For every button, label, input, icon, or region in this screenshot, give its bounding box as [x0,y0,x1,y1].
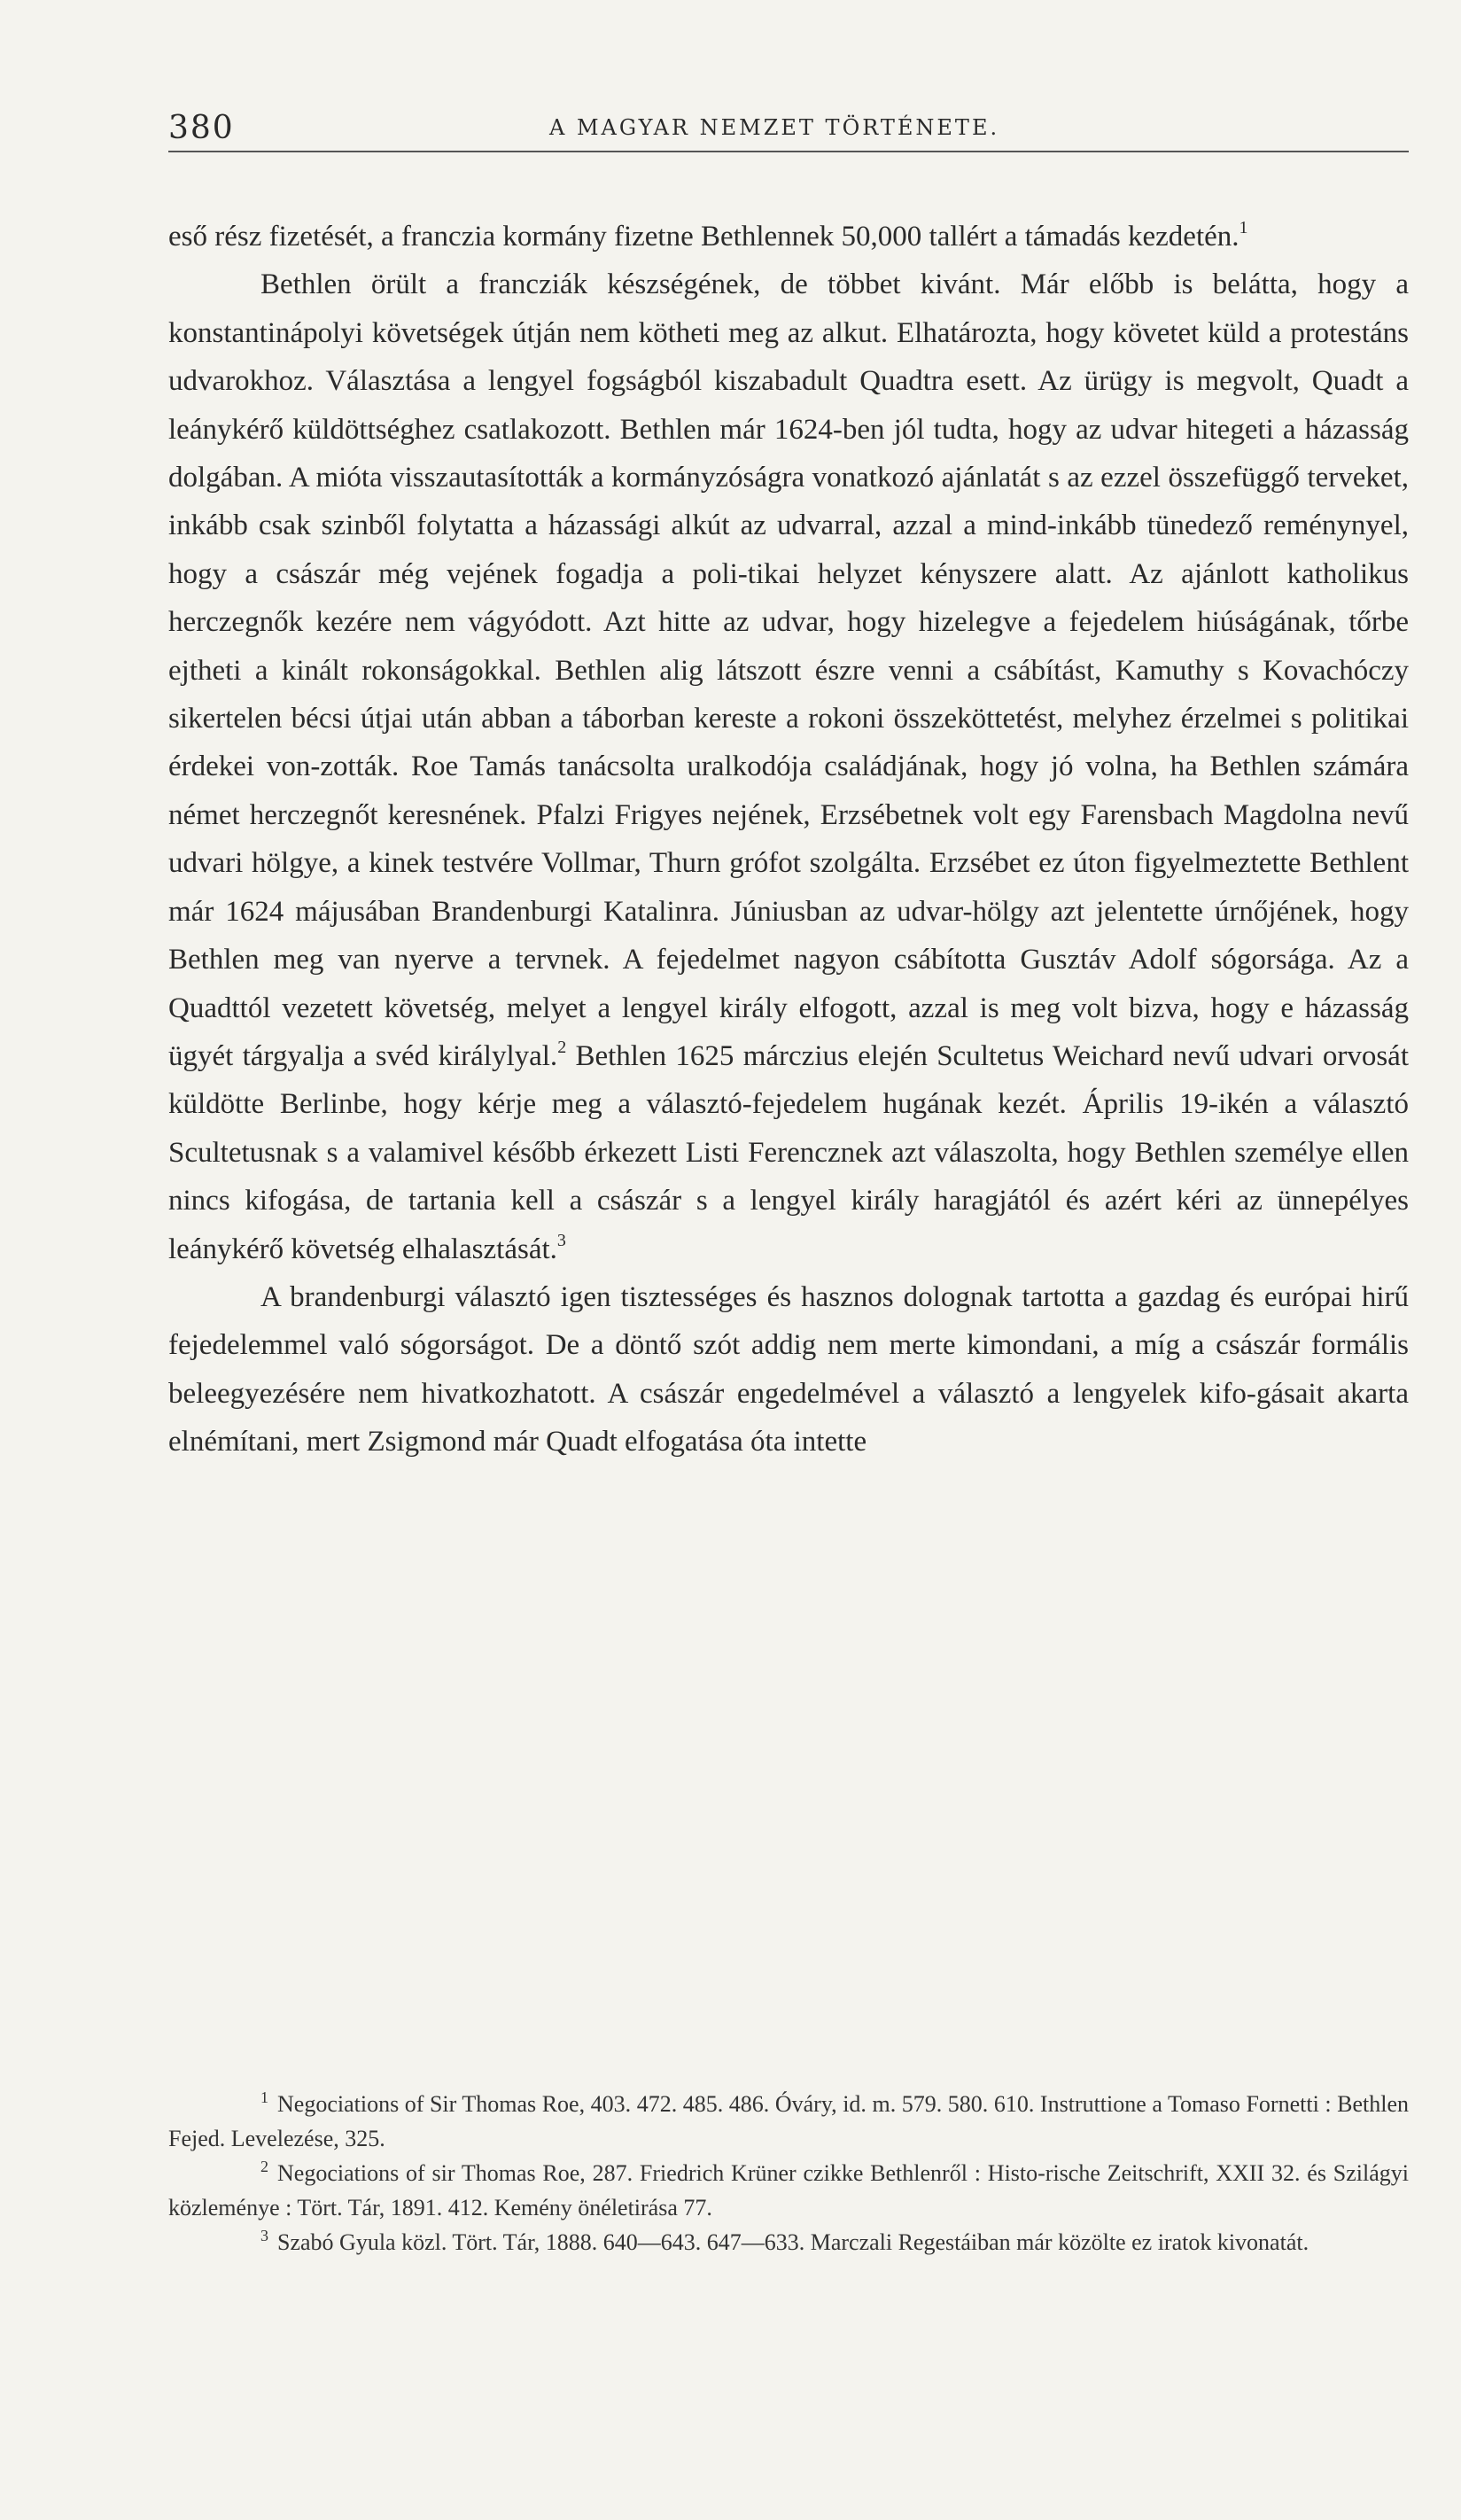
paragraph-1-text: eső rész fizetését, a franczia kormány fizetne Bethlennek 50,000 tallért a támadás kezdetén. [168,221,1240,253]
paragraph-3 [168,1273,1409,1466]
running-head [168,97,1409,152]
paragraph-1 [168,213,1409,261]
footnote-1-text: Negociations of Sir Thomas Roe, 403. 472. 485. 486. Óváry, id. m. 579. 580. 610. Instruttione a Tomaso Fornetti : Bethlen Fejed. Levelezése, 325. [168,2091,1409,2151]
footnote-ref-3: 3 [556,1230,566,1250]
footnote-3-text: Szabó Gyula közl. Tört. Tár, 1888. 640—643. 647—633. Marczali Regestáiban már közölte ez iratok kivonatát. [277,2229,1309,2255]
book-page [168,97,1409,2255]
body-text [168,213,1409,1466]
running-title: A MAGYAR NEMZET TÖRTÉNETE. [549,115,1000,140]
paragraph-2 [168,261,1409,1273]
footnote-1-mark: 1 [260,2088,268,2106]
footnote-3 [168,2225,1409,2259]
footnotes [168,2087,1409,2259]
footnote-2-text: Negociations of sir Thomas Roe, 287. Friedrich Krüner czikke Bethlenről : Histo-rische Zeitschrift, XXII 32. és Szilágyi közleménye : Tört. Tár, 1891. 412. Kemény önéletirása 77. [168,2160,1409,2221]
page-number: 380 [168,110,235,146]
footnote-3-mark: 3 [260,2227,268,2244]
footnote-2 [168,2156,1409,2225]
footnote-ref-2: 2 [557,1037,567,1057]
footnote-1 [168,2087,1409,2156]
paragraph-2-text-b: Bethlen 1625 márczius elején Scultetus Weichard nevű udvari orvosát küldötte Berlinbe, hogy kérje meg a választó-fejedelem hugának kezét. Április 19-ikén a választó Scultetusnak s a valamivel később érkezett Listi Ferencznek azt válaszolta, hogy Bethlen személye ellen nincs kifogása, de tartania kell a császár s a lengyel király haragjától és azért kéri az ünnepélyes leánykérő követség elhalasztását. [168,1039,1409,1265]
footnote-ref-1: 1 [1239,218,1248,237]
paragraph-3-text: A brandenburgi választó igen tisztességes és hasznos dolognak tartotta a gazdag és európai hirű fejedelemmel való sógorságot. De a döntő szót addig nem merte kimondani, a míg a császár formális beleegyezésére nem hivatkozhatott. A császár engedelmével a választó a lengyelek kifo-gásait akarta elnémítani, mert Zsigmond már Quadt elfogatása óta intette [168,1280,1409,1458]
paragraph-2-text-a: Bethlen örült a francziák készségének, de többet kivánt. Már előbb is belátta, hogy a konstantinápolyi követségek útján nem kötheti meg az alkut. Elhatározta, hogy követet küld a protestáns udvarokhoz. Választása a lengyel fogságból kiszabadult Quadtra esett. Az ürügy is megvolt, Quadt a leánykérő küldöttséghez csatlakozott. Bethlen már 1624-ben jól tudta, hogy az udvar hitegeti a házasság dolgában. A mióta visszautasították a kormányzóságra vonatkozó ajánlatát s az ezzel összefüggő terveket, inkább csak szinből folytatta a házassági alkút az udvarral, azzal a mind-inkább tünedező reménynyel, hogy a császár még vejének fogadja a poli-tikai helyzet kényszere alatt. Az ajánlott katholikus herczegnők kezére nem vágyódott. Azt hitte az udvar, hogy hizelegve a fejedelem hiúságának, tőrbe ejtheti a kinált rokonságokkal. Bethlen alig látszott észre venni a csábítást, Kamuthy s Kovachóczy sikertelen bécsi útjai után abban a táborban kereste a rokoni összeköttetést, melyhez érzelmei s politikai érdekei von-zották. Roe Tamás tanácsolta uralkodója családjának, hogy jó volna, ha Bethlen számára német herczegnőt keresnének. Pfalzi Frigyes nejének, Erzsébetnek volt egy Farensbach Magdolna nevű udvari hölgye, a kinek testvére Vollmar, Thurn grófot szolgálta. Erzsébet ez úton figyelmeztette Bethlent már 1624 májusában Brandenburgi Katalinra. Júniusban az udvar-hölgy azt jelentette úrnőjének, hogy Bethlen meg van nyerve a tervnek. A fejedelmet nagyon csábította Gusztáv Adolf sógorsága. Az a Quadttól vezetett követség, melyet a lengyel király elfogott, azzal is meg volt bizva, hogy e házasság ügyét tárgyalja a svéd királylyal. [168,268,1409,1072]
footnote-2-mark: 2 [260,2158,268,2175]
